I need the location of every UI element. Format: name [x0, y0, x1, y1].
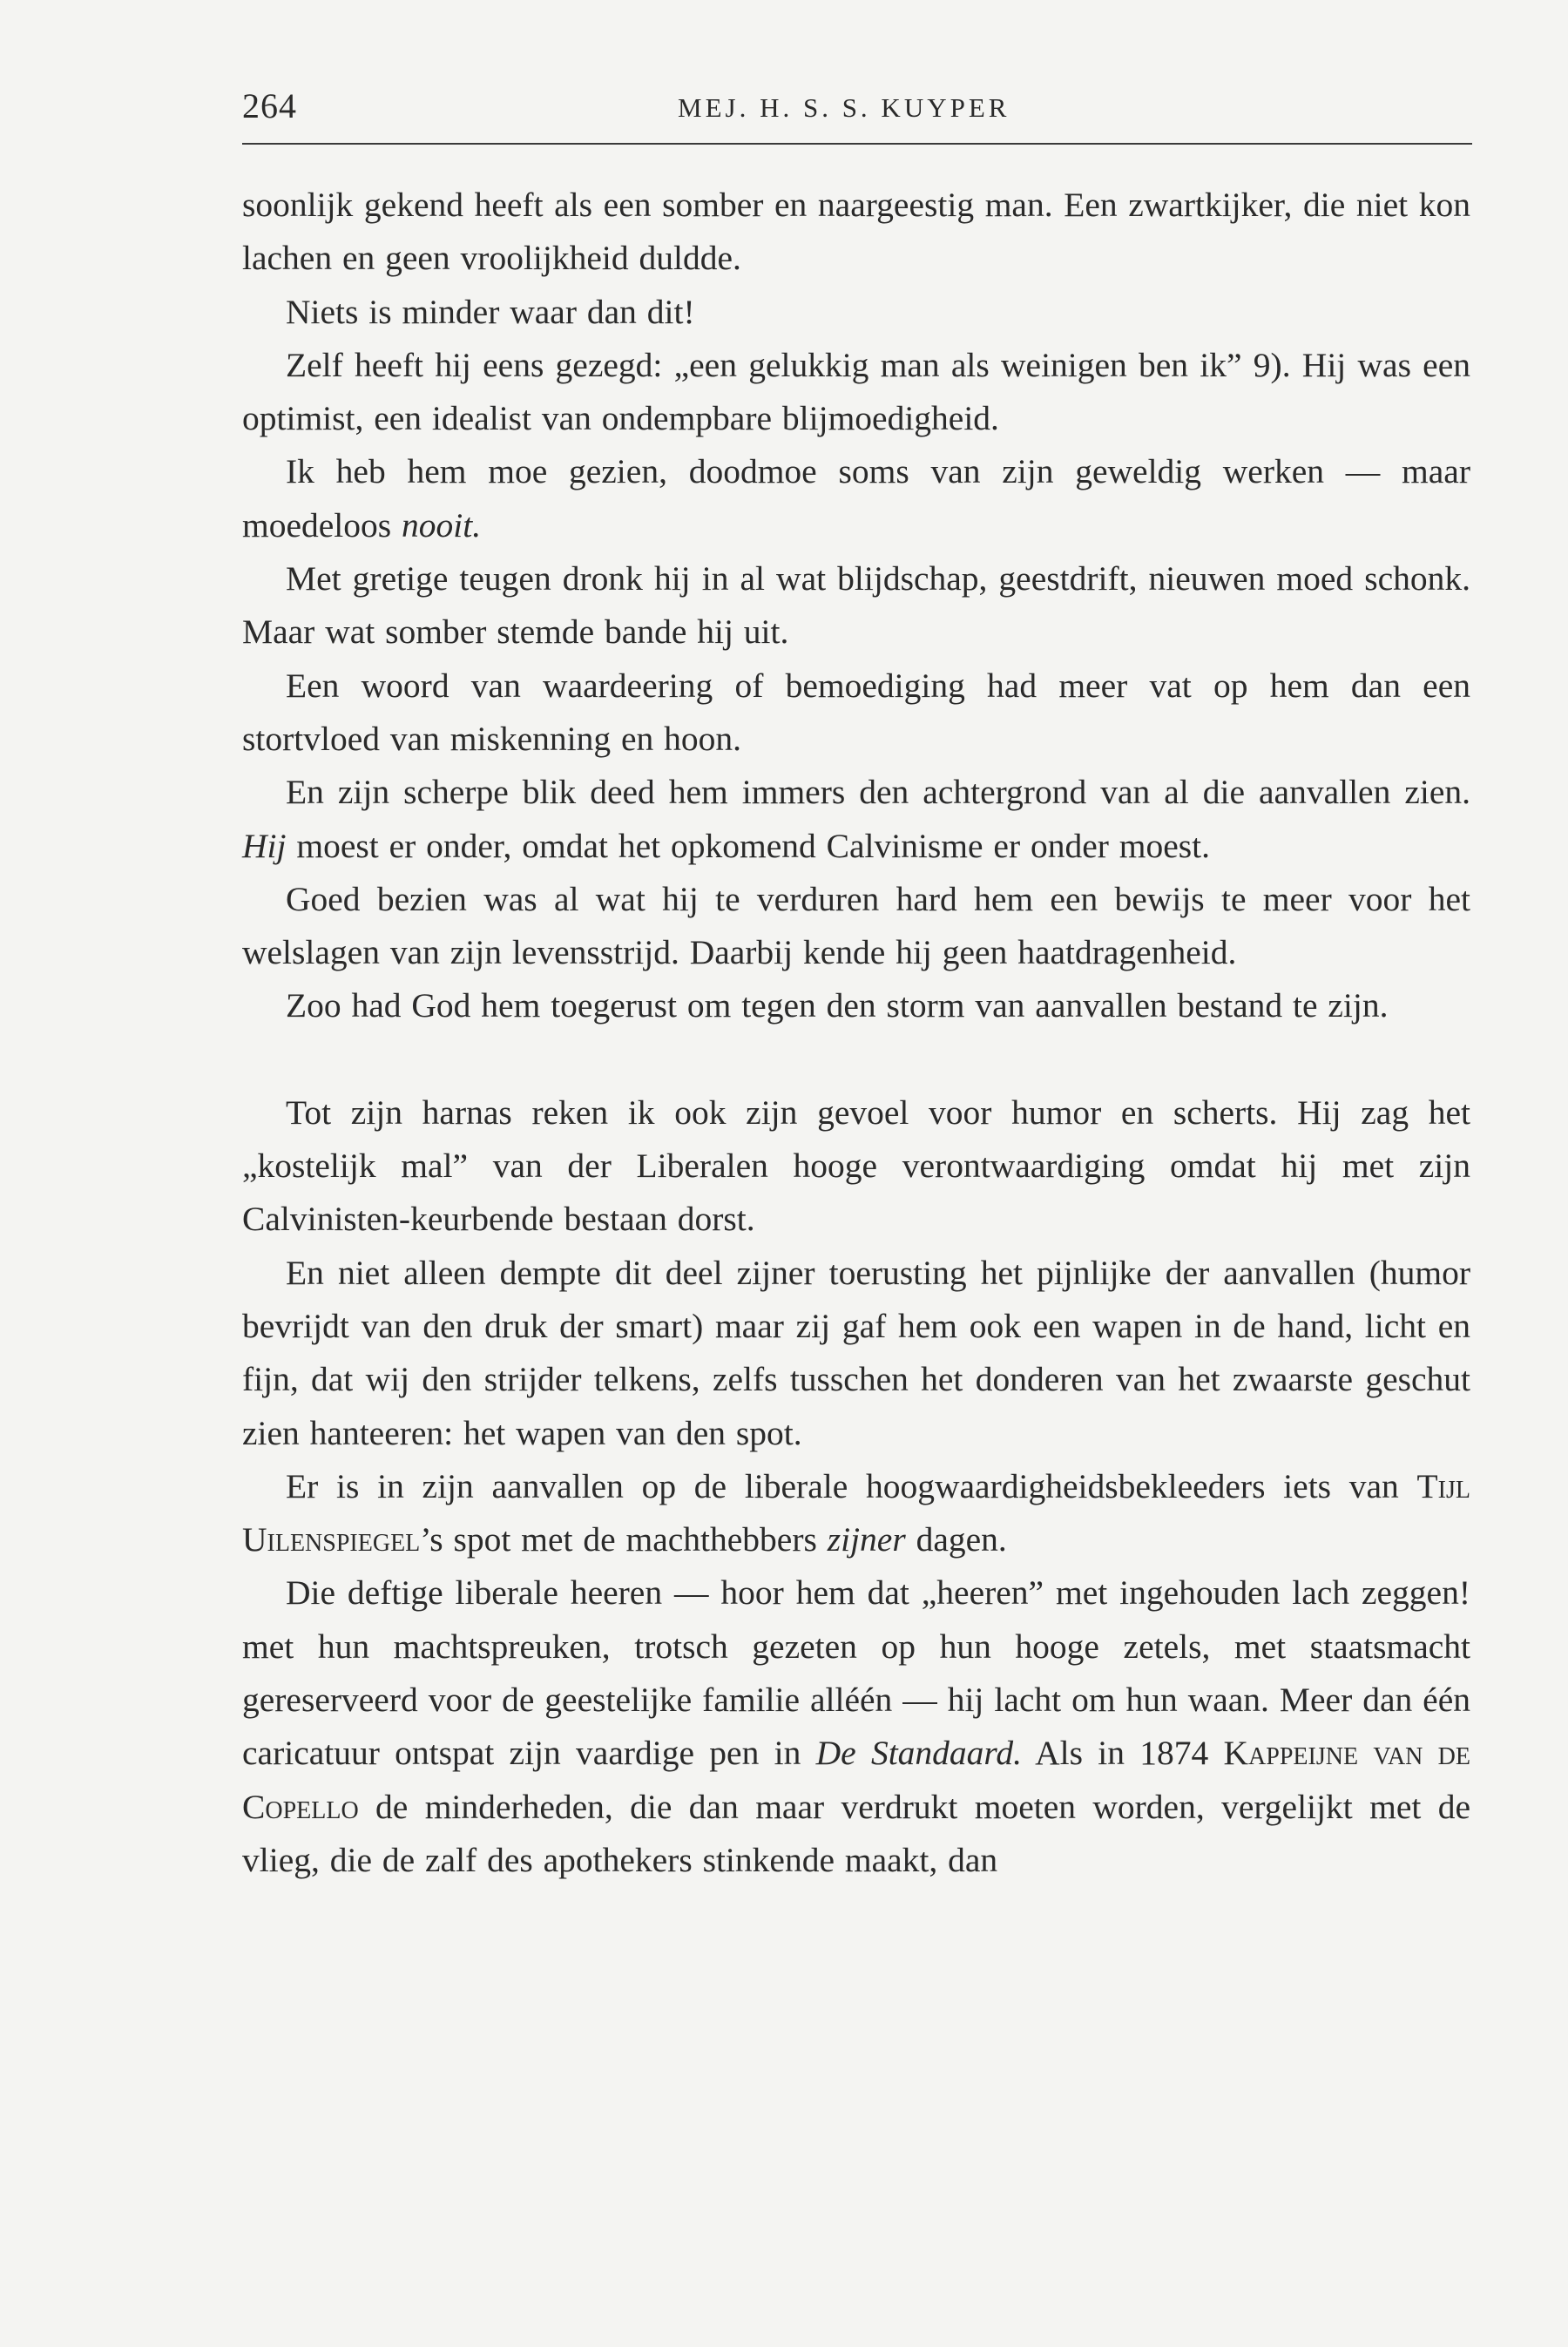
paragraph-8: Goed bezien was al wat hij te verduren hard hem een bewijs te meer voor het welslagen van zijn levensstrijd. Daarbij kende hij geen haatdragenheid.: [242, 879, 1470, 972]
paragraph-7-text-b: moest er onder, omdat het opkomend Calvinisme er onder moest.: [286, 826, 1211, 865]
paragraph-1: soonlijk gekend heeft als een somber en naargeestig man. Een zwartkijker, die niet kon lachen en geen vroolijkheid duldde.: [242, 186, 1470, 278]
page-number: 264: [242, 86, 297, 125]
paragraph-12-text-c: dagen.: [905, 1520, 1007, 1559]
paragraph-4-text: Ik heb hem moe gezien, doodmoe soms van zijn geweldig werken — maar moedeloos: [242, 452, 1470, 544]
paragraph-4-italic: nooit.: [402, 505, 482, 544]
paragraph-3: Zelf heeft hij eens gezegd: „een gelukkig man als weinigen ben ik” 9). Hij was een optimist, een idealist van ondempbare blijmoedigheid.: [242, 345, 1470, 438]
paragraph-13-italic: De Standaard.: [815, 1734, 1022, 1773]
running-head: MEJ. H. S. S. KUYPER: [678, 92, 1010, 123]
paragraph-13: [242, 1566, 1470, 1887]
paragraph-5: Met gretige teugen dronk hij in al wat blijdschap, geestdrift, nieuwen moed schonk. Maar wat somber stemde bande hij uit.: [242, 559, 1470, 652]
page-body: [242, 179, 1470, 1887]
paragraph-13-text-c: de minderheden, die dan maar verdrukt moeten worden, vergelijkt met de vlieg, die de zalf des apothekers stinkende maakt, dan: [242, 1787, 1470, 1879]
paragraph-12-text-b: ’s spot met de machthebbers: [420, 1520, 828, 1559]
paragraph-4: [242, 445, 1470, 552]
paragraph-13-name: Kappeijne van de Copello: [242, 1734, 1470, 1826]
paragraph-7: [242, 766, 1470, 873]
paragraph-10: Tot zijn harnas reken ik ook zijn gevoel voor humor en scherts. Hij zag het „kostelijk mal” van der Liberalen hooge verontwaardiging omdat hij met zijn Calvinisten-keurbende bestaan dorst.: [242, 1092, 1470, 1239]
paragraph-7-text-a: En zijn scherpe blik deed hem immers den achtergrond van al die aanvallen zien.: [286, 773, 1470, 812]
paragraph-13-text-b: Als in 1874: [1021, 1734, 1224, 1773]
paragraph-2: Niets is minder waar dan dit!: [286, 292, 695, 331]
paragraph-13-text-a: Die deftige liberale heeren — hoor hem dat „heeren” met ingehouden lach zeggen! met hun machtspreuken, trotsch gezeten op hun hooge zetels, met staatsmacht gereserveerd voor de geestelijke familie alléén — hij lacht om hun waan. Meer dan één caricatuur ontspat zijn vaardige pen in: [242, 1573, 1470, 1773]
page-header: [242, 80, 1472, 145]
paragraph-9: Zoo had God hem toegerust om tegen den storm van aanvallen bestand te zijn.: [286, 986, 1389, 1025]
paragraph-12-name: Tijl Uilenspiegel: [242, 1466, 1470, 1559]
paragraph-6: Een woord van waardeering of bemoediging had meer vat op hem dan een stortvloed van miskenning en hoon.: [242, 666, 1470, 758]
paragraph-12: [242, 1460, 1470, 1567]
paragraph-12-italic: zijner: [827, 1520, 906, 1559]
section-break: [242, 1033, 1470, 1086]
paragraph-7-italic: Hij: [242, 826, 287, 865]
paragraph-12-text-a: Er is in zijn aanvallen op de liberale hoogwaardigheidsbekleeders iets van: [286, 1466, 1417, 1505]
paragraph-11: En niet alleen dempte dit deel zijner toerusting het pijnlijke der aanvallen (humor bevrijdt van den druk der smart) maar zij gaf hem ook een wapen in de hand, licht en fijn, dat wij den strijder telkens, zelfs tusschen het donderen van het zwaarste geschut zien hanteeren: het wapen van den spot.: [242, 1253, 1470, 1452]
